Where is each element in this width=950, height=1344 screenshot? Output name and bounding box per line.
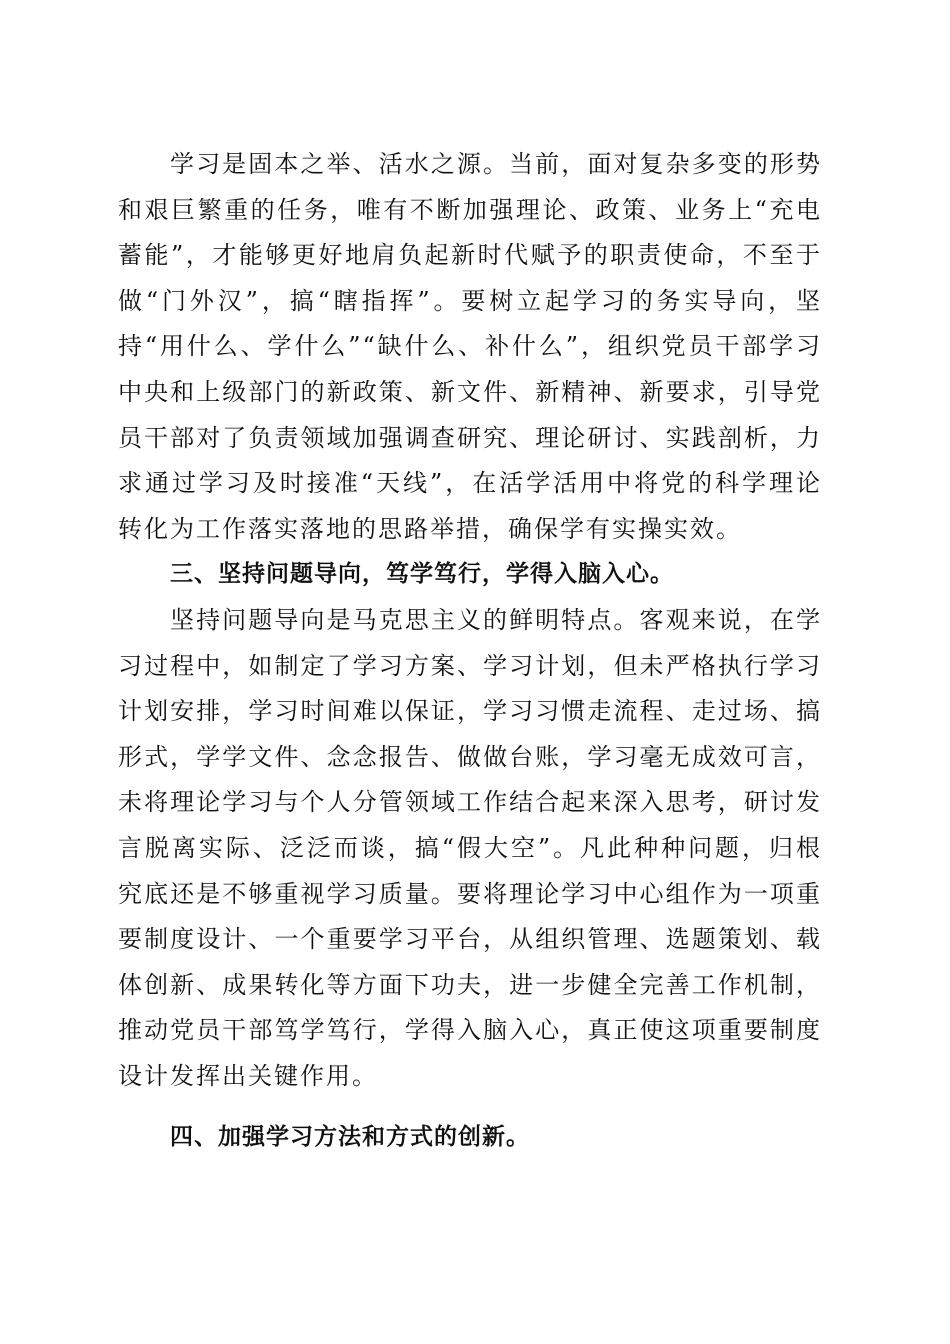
document-body — [118, 142, 822, 1161]
body-paragraph-1: 学习是固本之举、活水之源。当前，面对复杂多变的形势和艰巨繁重的任务，唯有不断加强理论、政策、业务上“充电蓄能”，才能够更好地肩负起新时代赋予的职责使命，不至于做“门外汉”，搞“瞎指挥”。要树立起学习的务实导向，坚持“用什么、学什么”“缺什么、补什么”，组织党员干部学习中央和上级部门的新政策、新文件、新精神、新要求，引导党员干部对了负责领域加强调查研究、理论研讨、实践剖析，力求通过学习及时接准“天线”，在活学活用中将党的科学理论转化为工作落实落地的思路举措，确保学有实操实效。 — [118, 150, 822, 543]
body-paragraph-2: 坚持问题导向是马克思主义的鲜明特点。客观来说，在学习过程中，如制定了学习方案、学习计划，但未严格执行学习计划安排，学习时间难以保证，学习习惯走流程、走过场、搞形式，学学文件、念念报告、做做台账，学习毫无成效可言，未将理论学习与个人分管领域工作结合起来深入思考，研讨发言脱离实际、泛泛而谈，搞“假大空”。凡此种种问题，归根究底还是不够重视学习质量。要将理论学习中心组作为一项重要制度设计、一个重要学习平台，从组织管理、选题策划、载体创新、成果转化等方面下功夫，进一步健全完善工作机制，推动党员干部笃学笃行，学得入脑入心，真正使这项重要制度设计发挥出关键作用。 — [118, 605, 822, 1090]
section-heading-3: 三、坚持问题导向，笃学笃行，学得入脑入心。 — [170, 561, 674, 588]
section-heading-4: 四、加强学习方法和方式的创新。 — [170, 1124, 530, 1151]
